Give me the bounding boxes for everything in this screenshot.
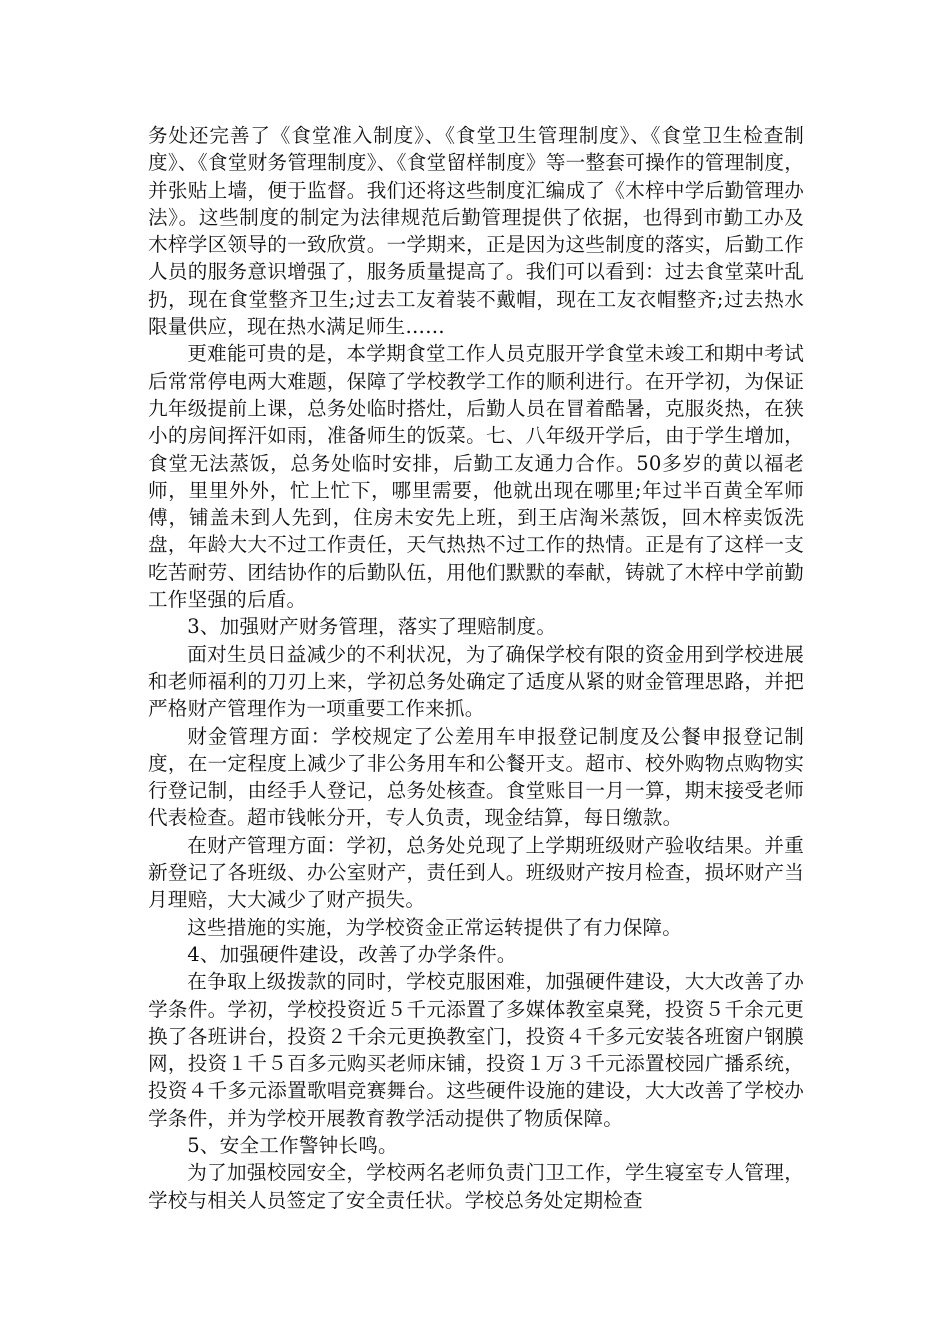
section-heading: 3、加强财产财务管理，落实了理赔制度。	[187, 615, 557, 639]
paragraph: 在争取上级拨款的同时，学校克服困难，加强硬件建设，大大改善了办学条件。学初，学校投资近５千元添置了多媒体教室桌凳，投资５千余元更换了各班讲台，投资２千余元更换教室门，投资４千多元安装各班窗户钢膜网，投资１千５百多元购买老师床铺，投资１万３千元添置校园广播系统，投资４千多元添置歌唱竞赛舞台。这些硬件设施的建设，大大改善了学校办学条件，并为学校开展教育教学活动提供了物质保障。	[148, 970, 804, 1130]
paragraph: 面对生员日益减少的不利状况，为了确保学校有限的资金用到学校进展和老师福利的刀刃上来，学初总务处确定了适度从紧的财金管理思路，并把严格财产管理作为一项重要工作来抓。	[148, 642, 804, 721]
paragraph: 在财产管理方面：学初，总务处兑现了上学期班级财产验收结果。并重新登记了各班级、办公室财产，责任到人。班级财产按月检查，损坏财产当月理赔，大大减少了财产损失。	[148, 833, 804, 912]
paragraph: 更难能可贵的是，本学期食堂工作人员克服开学食堂未竣工和期中考试后常常停电两大难题，保障了学校教学工作的顺利进行。在开学初，为保证九年级提前上课，总务处临时搭灶，后勤人员在冒着酷暑，克服炎热，在狭小的房间挥汗如雨，准备师生的饭菜。七、八年级开学后，由于学生增加，食堂无法蒸饭，总务处临时安排，后勤工友通力合作。50多岁的黄以福老师，里里外外，忙上忙下，哪里需要，他就出现在哪里;年过半百黄全军师傅，铺盖未到人先到，住房未安先上班，到王店淘米蒸饭，回木梓卖饭洗盘，年龄大大不过工作责任，天气热热不过工作的热情。正是有了这样一支吃苦耐劳、团结协作的后勤队伍，用他们默默的奉献，铸就了木梓中学前勤工作坚强的后盾。	[148, 342, 804, 612]
document-body	[148, 122, 804, 1214]
section-heading: 5、安全工作警钟长鸣。	[187, 1133, 398, 1157]
paragraph: 为了加强校园安全，学校两名老师负责门卫工作，学生寝室专人管理，学校与相关人员签定了安全责任状。学校总务处定期检查	[148, 1161, 804, 1212]
paragraph: 财金管理方面：学校规定了公差用车申报登记制度及公餐申报登记制度，在一定程度上减少了非公务用车和公餐开支。超市、校外购物点购物实行登记制，由经手人登记，总务处核查。食堂账目一月一算，期末接受老师代表检查。超市钱帐分开，专人负责，现金结算，每日缴款。	[148, 724, 804, 830]
section-heading: 4、加强硬件建设，改善了办学条件。	[187, 942, 517, 966]
paragraph-continued: 务处还完善了《食堂准入制度》、《食堂卫生管理制度》、《食堂卫生检查制度》、《食堂财务管理制度》、《食堂留样制度》等一整套可操作的管理制度，并张贴上墙，便于监督。我们还将这些制度汇编成了《木梓中学后勤管理办法》。这些制度的制定为法律规范后勤管理提供了依据，也得到市勤工办及木梓学区领导的一致欣赏。一学期来，正是因为这些制度的落实，后勤工作人员的服务意识增强了，服务质量提高了。我们可以看到：过去食堂菜叶乱扔，现在食堂整齐卫生;过去工友着装不戴帽，现在工友衣帽整齐;过去热水限量供应，现在热水满足师生……	[148, 124, 804, 339]
paragraph: 这些措施的实施，为学校资金正常运转提供了有力保障。	[187, 915, 683, 939]
